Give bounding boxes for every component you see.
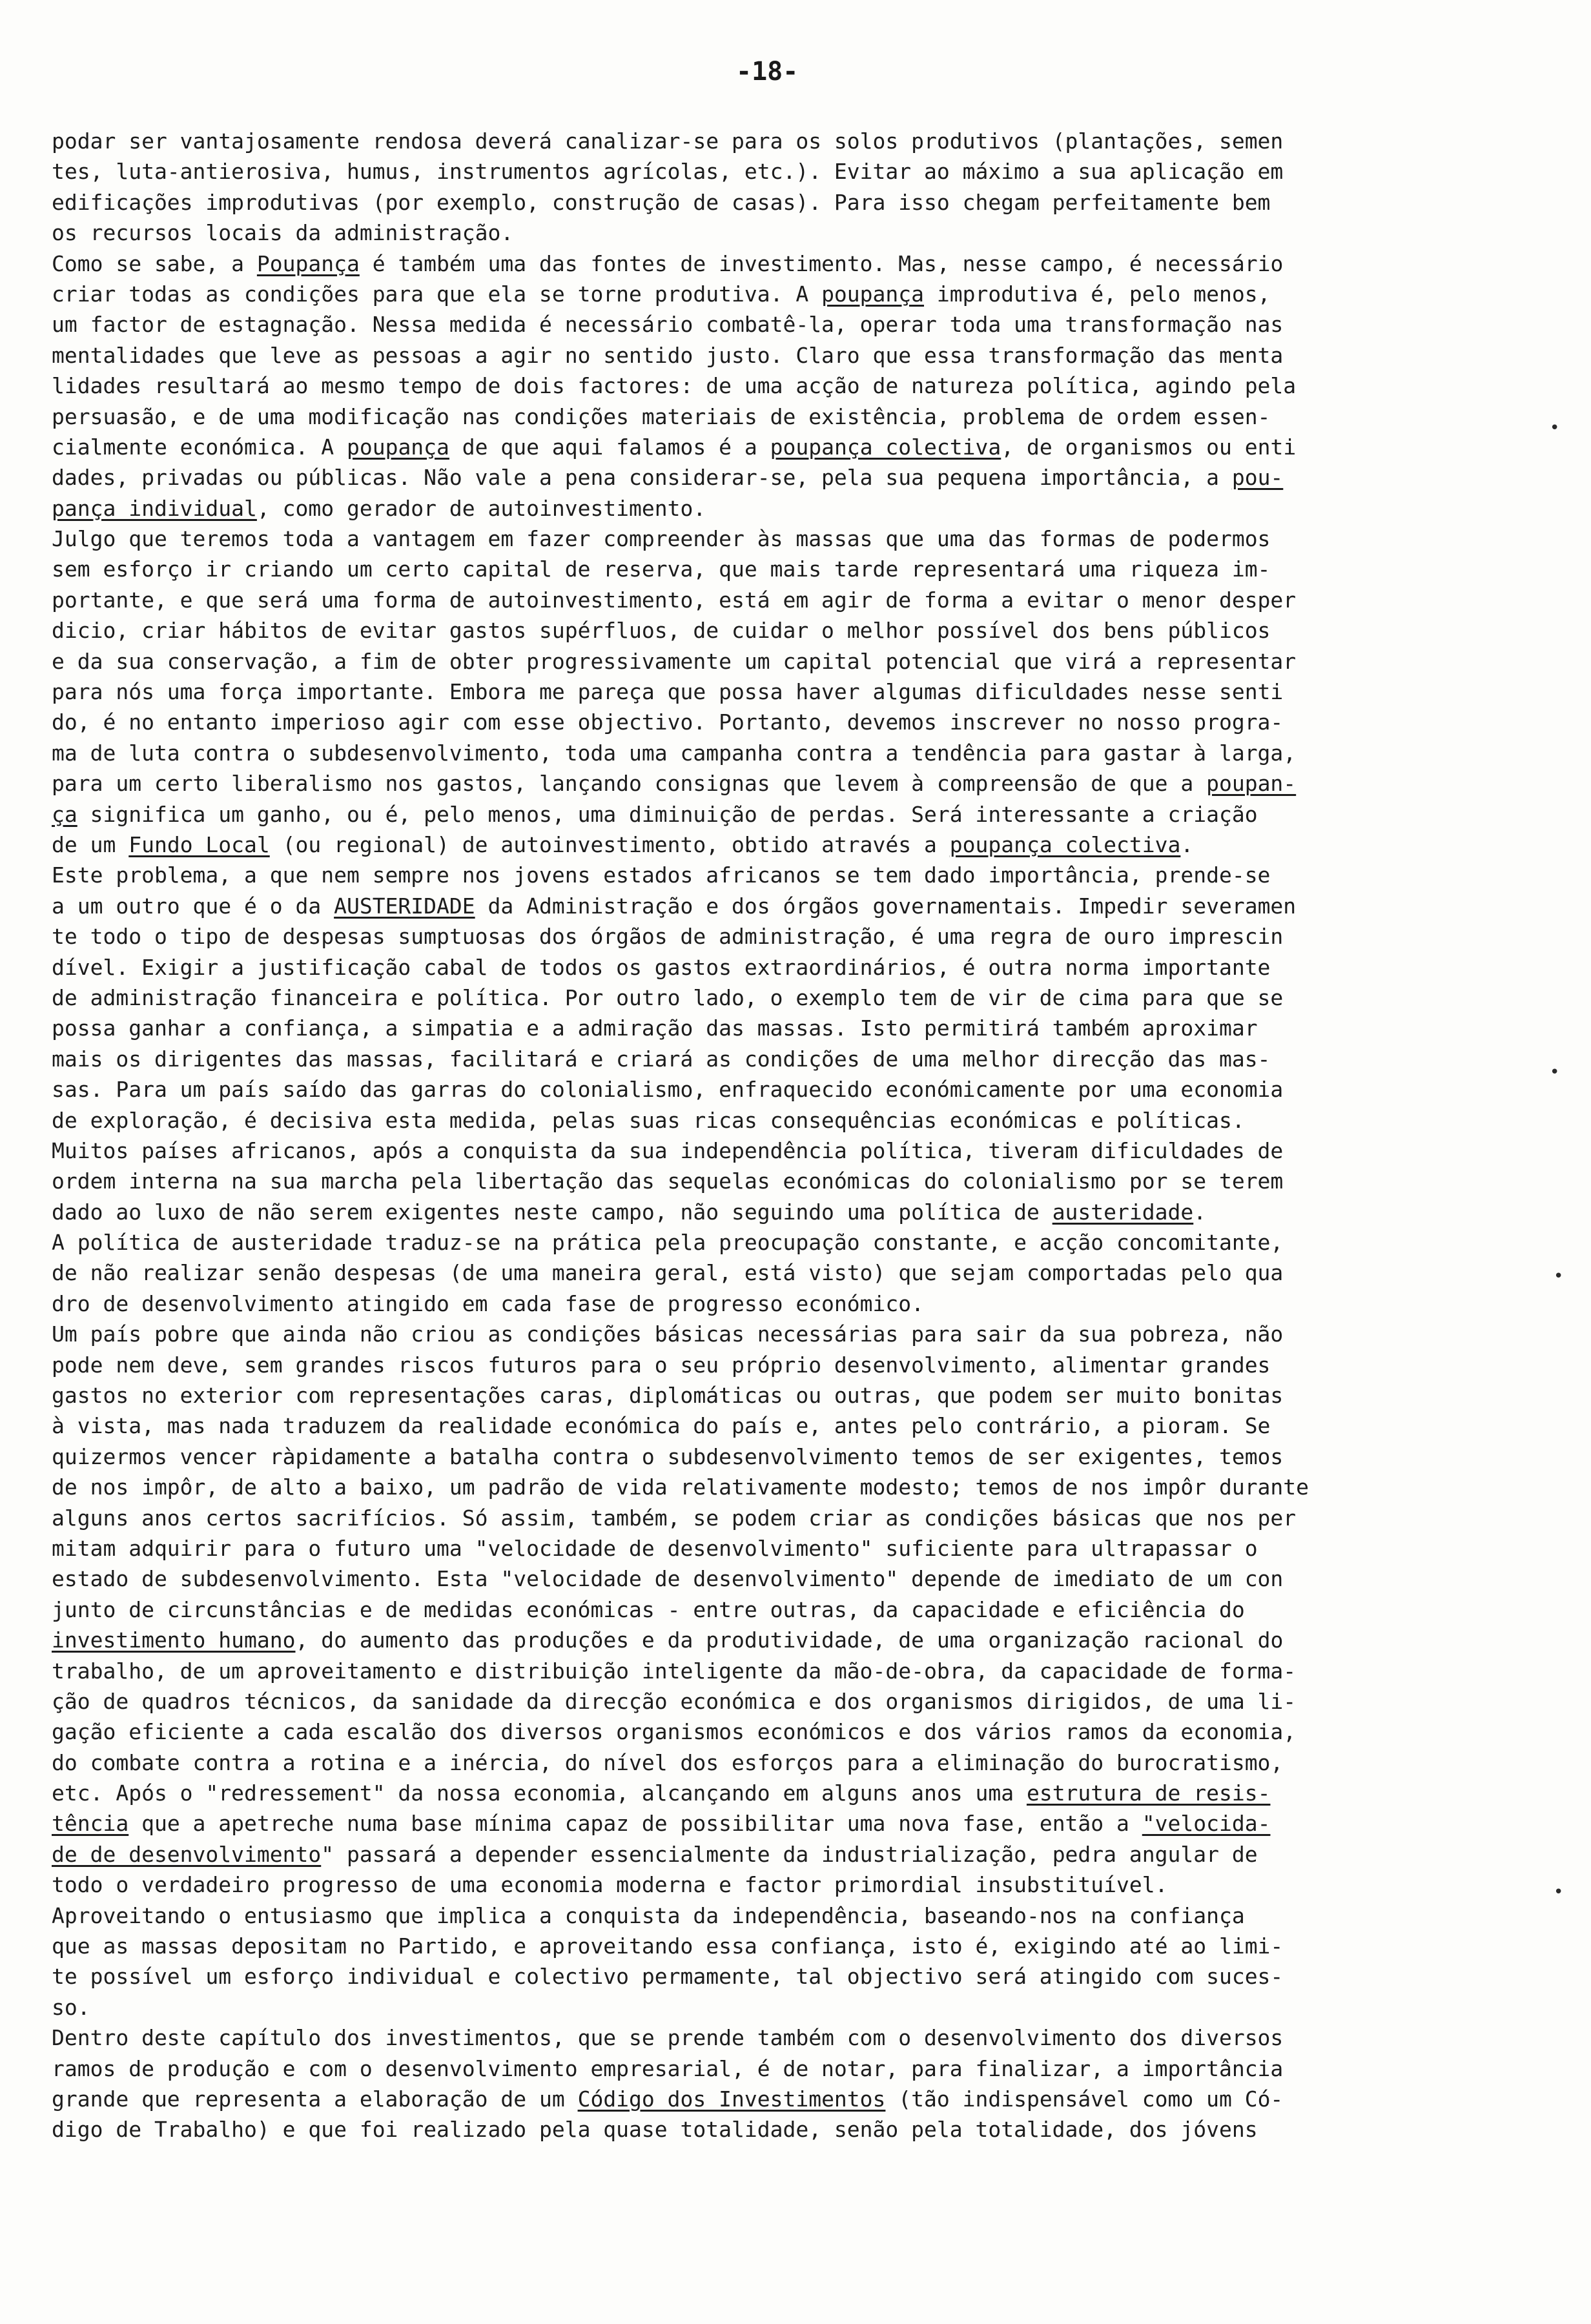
- text-segment: etc. Após o "redressement" da nossa economia, alcançando em alguns anos uma: [52, 1780, 1027, 1806]
- text-line: [52, 615, 1511, 646]
- underlined-term: poupança: [346, 434, 449, 460]
- text-line: [52, 1350, 1511, 1380]
- underlined-term: poupança: [821, 281, 925, 307]
- text-line: [52, 921, 1511, 952]
- text-segment: Aproveitando o entusiasmo que implica a conquista da independência, baseando-nos na confiança: [52, 1902, 1245, 1928]
- page-number: -18-: [736, 57, 799, 87]
- text-line: [52, 1472, 1511, 1502]
- text-line: [52, 677, 1511, 707]
- text-segment: para nós uma força importante. Embora me pareça que possa haver algumas dificuldades nesse senti: [52, 679, 1284, 705]
- text-line: [52, 340, 1511, 371]
- text-segment: so.: [52, 1994, 90, 2020]
- text-line: [52, 1808, 1511, 1839]
- text-line: [52, 983, 1511, 1013]
- text-segment: (ou regional) de autoinvestimento, obtido através a: [269, 831, 950, 857]
- text-line: [52, 1380, 1511, 1411]
- underlined-term: "velocida-: [1142, 1811, 1271, 1837]
- text-segment: (tão indispensável como um Có-: [885, 2086, 1284, 2112]
- text-line: [52, 1289, 1511, 1319]
- text-segment: de não realizar senão despesas (de uma maneira geral, está visto) que sejam comportadas pelo qua: [52, 1260, 1284, 1286]
- text-segment: cialmente económica. A: [52, 434, 347, 460]
- text-segment: te possível um esforço individual e colectivo permamente, tal objectivo será atingido com suces-: [52, 1964, 1284, 1990]
- text-segment: .: [1193, 1199, 1207, 1225]
- text-segment: podar ser vantajosamente rendosa deverá canalizar-se para os solos produtivos (plantações, semen: [52, 128, 1284, 154]
- text-line: [52, 402, 1511, 432]
- text-segment: mentalidades que leve as pessoas a agir no sentido justo. Claro que essa transformação das menta: [52, 342, 1284, 368]
- text-segment: lidades resultará ao mesmo tempo de dois factores: de uma acção de natureza política, agindo pela: [52, 373, 1297, 399]
- text-segment: quizermos vencer ràpidamente a batalha contra o subdesenvolvimento temos de ser exigentes, temos: [52, 1443, 1284, 1469]
- text-line: [52, 1778, 1511, 1808]
- text-line: [52, 768, 1511, 799]
- text-segment: gastos no exterior com representações caras, diplomáticas ou outras, que podem ser muito bonitas: [52, 1383, 1284, 1409]
- text-line: [52, 1013, 1511, 1043]
- text-segment: para um certo liberalismo nos gastos, lançando consignas que levem à compreensão de que a: [52, 771, 1207, 797]
- text-segment: mais os dirigentes das massas, facilitará e criará as condições de uma melhor direcção das mas-: [52, 1046, 1271, 1072]
- text-segment: digo de Trabalho) e que foi realizado pela quase totalidade, senão pela totalidade, dos jóvens: [52, 2117, 1258, 2143]
- text-line: [52, 1533, 1511, 1564]
- text-segment: que a apetreche numa base mínima capaz de possibilitar uma nova fase, então a: [128, 1811, 1142, 1837]
- text-segment: sem esforço ir criando um certo capital de reserva, que mais tarde representará uma riqueza im-: [52, 556, 1271, 582]
- text-segment: Muitos países africanos, após a conquista da sua independência política, tiveram dificuldades de: [52, 1137, 1284, 1163]
- text-line: [52, 279, 1511, 309]
- text-segment: todo o verdadeiro progresso de uma economia moderna e factor primordial insubstituível.: [52, 1872, 1168, 1898]
- text-segment: A política de austeridade traduz-se na prática pela preocupação constante, e acção concomitante,: [52, 1230, 1284, 1256]
- text-line: [52, 1197, 1511, 1227]
- text-segment: mitam adquirir para o futuro uma "velocidade de desenvolvimento" suficiente para ultrapassar o: [52, 1535, 1258, 1561]
- text-segment: junto de circunstâncias e de medidas económicas - entre outras, da capacidade e eficiência do: [52, 1596, 1245, 1622]
- text-line: [52, 1748, 1511, 1778]
- underlined-term: AUSTERIDADE: [334, 893, 475, 919]
- text-line: [52, 952, 1511, 983]
- text-segment: pode nem deve, sem grandes riscos futuros para o seu próprio desenvolvimento, alimentar grandes: [52, 1352, 1271, 1378]
- text-line: [52, 1656, 1511, 1686]
- text-line: [52, 554, 1511, 584]
- text-line: [52, 187, 1511, 218]
- text-line: [52, 2114, 1511, 2145]
- text-line: [52, 1686, 1511, 1717]
- text-segment: do combate contra a rotina e a inércia, do nível dos esforços para a eliminação do burocratismo,: [52, 1749, 1284, 1775]
- text-segment: a um outro que é o da: [52, 893, 334, 919]
- underlined-term: Poupança: [256, 250, 360, 276]
- underlined-term: ça: [52, 801, 77, 827]
- text-segment: do, é no entanto imperioso agir com esse objectivo. Portanto, devemos inscrever no nosso progra-: [52, 709, 1284, 735]
- text-segment: ma de luta contra o subdesenvolvimento, toda uma campanha contra a tendência para gastar à larga,: [52, 740, 1297, 766]
- text-segment: estado de subdesenvolvimento. Esta "velocidade de desenvolvimento" depende de imediato de um con: [52, 1566, 1284, 1592]
- text-segment: , do aumento das produções e da produtividade, de uma organização racional do: [295, 1627, 1284, 1653]
- text-segment: persuasão, e de uma modificação nas condições materiais de existência, problema de ordem essen-: [52, 403, 1271, 429]
- text-line: [52, 2054, 1511, 2084]
- text-line: [52, 1136, 1511, 1166]
- text-segment: de exploração, é decisiva esta medida, pelas suas ricas consequências económicas e políticas.: [52, 1107, 1245, 1133]
- text-segment: de nos impôr, de alto a baixo, um padrão de vida relativamente modesto; temos de nos impôr durante: [52, 1474, 1309, 1500]
- text-segment: possa ganhar a confiança, a simpatia e a admiração das massas. Isto permitirá também aproximar: [52, 1015, 1258, 1041]
- text-segment: que as massas depositam no Partido, e aproveitando essa confiança, isto é, exigindo até ao limi-: [52, 1933, 1284, 1959]
- text-line: [52, 891, 1511, 921]
- text-segment: dado ao luxo de não serem exigentes neste campo, não seguindo uma política de: [52, 1199, 1052, 1225]
- text-segment: à vista, mas nada traduzem da realidade económica do país e, antes pelo contrário, a pioram. Se: [52, 1413, 1271, 1439]
- text-segment: , como gerador de autoinvestimento.: [256, 495, 706, 521]
- text-line: [52, 1992, 1511, 2023]
- text-segment: de administração financeira e política. Por outro lado, o exemplo tem de vir de cima para que se: [52, 984, 1284, 1010]
- text-line: [52, 646, 1511, 677]
- text-segment: dades, privadas ou públicas. Não vale a pena considerar-se, pela sua pequena importância, a: [52, 465, 1232, 491]
- text-segment: dicio, criar hábitos de evitar gastos supérfluos, de cuidar o melhor possível dos bens públicos: [52, 618, 1271, 644]
- text-segment: grande que representa a elaboração de um: [52, 2086, 578, 2112]
- body-text: [52, 126, 1511, 2145]
- text-segment: significa um ganho, ou é, pelo menos, uma diminuição de perdas. Será interessante a criação: [77, 801, 1258, 827]
- underlined-term: estrutura de resis-: [1026, 1780, 1271, 1806]
- text-segment: tes, luta-antierosiva, humus, instrumentos agrícolas, etc.). Evitar ao máximo a sua aplicação em: [52, 159, 1284, 185]
- underlined-term: tência: [52, 1811, 129, 1837]
- text-line: [52, 1227, 1511, 1258]
- text-line: [52, 738, 1511, 768]
- text-segment: improdutiva é, pelo menos,: [924, 281, 1271, 307]
- text-line: [52, 1166, 1511, 1196]
- text-segment: Julgo que teremos toda a vantagem em fazer compreender às massas que uma das formas de podermos: [52, 526, 1271, 552]
- text-segment: um factor de estagnação. Nessa medida é necessário combatê-la, operar toda uma transformação nas: [52, 312, 1284, 338]
- text-segment: ção de quadros técnicos, da sanidade da direcção económica e dos organismos dirigidos, de uma li-: [52, 1688, 1297, 1714]
- text-segment: alguns anos certos sacrifícios. Só assim, também, se podem criar as condições básicas que nos per: [52, 1505, 1297, 1531]
- text-segment: criar todas as condições para que ela se torne produtiva. A: [52, 281, 822, 307]
- underlined-term: poupança colectiva: [770, 434, 1001, 460]
- text-segment: Como se sabe, a: [52, 250, 257, 276]
- text-segment: de que aqui falamos é a: [449, 434, 770, 460]
- text-line: [52, 309, 1511, 340]
- text-line: [52, 493, 1511, 524]
- text-segment: é também uma das fontes de investimento. Mas, nesse campo, é necessário: [359, 250, 1284, 276]
- text-line: [52, 1258, 1511, 1288]
- underlined-term: Fundo Local: [128, 831, 270, 857]
- text-segment: , de organismos ou enti: [1001, 434, 1297, 460]
- text-line: [52, 1442, 1511, 1472]
- underlined-term: de de desenvolvimento: [52, 1841, 322, 1867]
- text-line: [52, 830, 1511, 860]
- text-line: [52, 156, 1511, 187]
- underlined-term: poupança colectiva: [949, 831, 1181, 857]
- text-line: [52, 1870, 1511, 1900]
- text-line: [52, 1839, 1511, 1870]
- text-line: [52, 432, 1511, 462]
- text-segment: Um país pobre que ainda não criou as condições básicas necessárias para sair da sua pobreza, não: [52, 1321, 1284, 1347]
- text-segment: " passará a depender essencialmente da industrialização, pedra angular de: [321, 1841, 1258, 1867]
- text-segment: edificações improdutivas (por exemplo, construção de casas). Para isso chegam perfeitamente bem: [52, 189, 1271, 215]
- text-segment: de um: [52, 831, 129, 857]
- text-line: [52, 2084, 1511, 2114]
- text-line: [52, 1595, 1511, 1625]
- text-line: [52, 371, 1511, 401]
- margin-mark-dot: •: [1550, 418, 1560, 438]
- margin-mark-dot: •: [1554, 1882, 1564, 1902]
- underlined-term: investimento humano: [52, 1627, 296, 1653]
- text-segment: ordem interna na sua marcha pela libertação das sequelas económicas do colonialismo por se terem: [52, 1168, 1284, 1194]
- text-line: [52, 218, 1511, 248]
- text-line: [52, 1564, 1511, 1594]
- underlined-term: poupan-: [1206, 771, 1297, 797]
- text-line: [52, 524, 1511, 554]
- text-line: [52, 1961, 1511, 1992]
- text-line: [52, 462, 1511, 493]
- text-segment: os recursos locais da administração.: [52, 220, 514, 246]
- text-segment: Dentro deste capítulo dos investimentos, que se prende também com o desenvolvimento dos diversos: [52, 2025, 1284, 2051]
- text-line: [52, 1105, 1511, 1136]
- margin-mark-dot: •: [1554, 1267, 1564, 1286]
- text-segment: trabalho, de um aproveitamento e distribuição inteligente da mão-de-obra, da capacidade de forma-: [52, 1658, 1297, 1684]
- underlined-term: austeridade: [1052, 1199, 1194, 1225]
- text-line: [52, 1931, 1511, 1961]
- text-segment: sas. Para um país saído das garras do colonialismo, enfraquecido económicamente por uma economia: [52, 1077, 1284, 1103]
- text-segment: e da sua conservação, a fim de obter progressivamente um capital potencial que virá a representar: [52, 648, 1297, 674]
- underlined-term: pança individual: [52, 495, 257, 521]
- underlined-term: Código dos Investimentos: [577, 2086, 886, 2112]
- margin-mark-dot: •: [1550, 1063, 1560, 1082]
- text-segment: da Administração e dos órgãos governamentais. Impedir severamen: [475, 893, 1297, 919]
- text-line: [52, 1503, 1511, 1533]
- text-line: [52, 1625, 1511, 1655]
- text-segment: portante, e que será uma forma de autoinvestimento, está em agir de forma a evitar o menor desper: [52, 587, 1297, 613]
- text-segment: gação eficiente a cada escalão dos diversos organismos económicos e dos vários ramos da economia,: [52, 1719, 1297, 1745]
- text-line: [52, 585, 1511, 615]
- text-line: [52, 1901, 1511, 1931]
- text-line: [52, 1319, 1511, 1349]
- text-segment: dro de desenvolvimento atingido em cada fase de progresso económico.: [52, 1290, 925, 1316]
- text-line: [52, 126, 1511, 156]
- text-line: [52, 707, 1511, 737]
- text-line: [52, 1717, 1511, 1747]
- text-line: [52, 860, 1511, 890]
- text-segment: dível. Exigir a justificação cabal de todos os gastos extraordinários, é outra norma importante: [52, 954, 1271, 980]
- text-segment: te todo o tipo de despesas sumptuosas dos órgãos de administração, é uma regra de ouro imprescin: [52, 924, 1284, 950]
- underlined-term: pou-: [1231, 465, 1284, 491]
- text-line: [52, 799, 1511, 830]
- text-segment: Este problema, a que nem sempre nos jovens estados africanos se tem dado importância, prende-se: [52, 862, 1271, 888]
- text-line: [52, 1074, 1511, 1105]
- text-segment: .: [1180, 831, 1194, 857]
- text-line: [52, 2023, 1511, 2053]
- text-segment: ramos de produção e com o desenvolvimento empresarial, é de notar, para finalizar, a importância: [52, 2055, 1284, 2081]
- text-line: [52, 1044, 1511, 1074]
- text-line: [52, 1411, 1511, 1441]
- text-line: [52, 249, 1511, 279]
